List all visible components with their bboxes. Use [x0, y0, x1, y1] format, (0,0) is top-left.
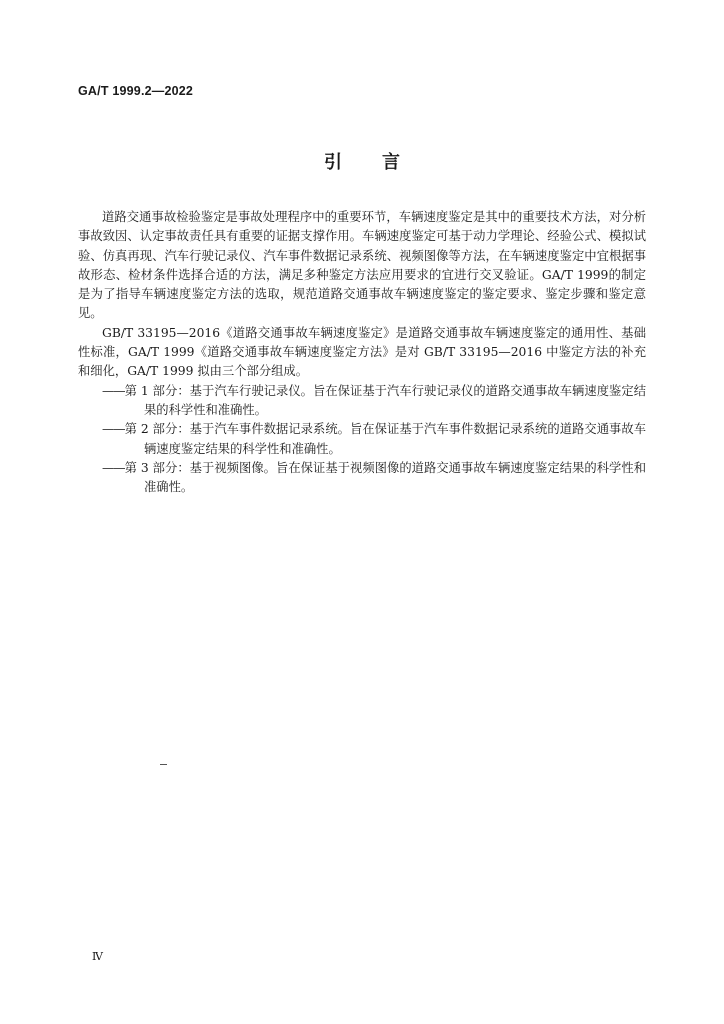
scan-artifact-mark — [160, 764, 167, 765]
list-item-text: 第 1 部分：基于汽车行驶记录仪。旨在保证基于汽车行驶记录仪的道路交通事故车辆速度鉴定结果的科学性和准确性。 — [124, 383, 646, 417]
paragraph-1: 道路交通事故检验鉴定是事故处理程序中的重要环节，车辆速度鉴定是其中的重要技术方法，对分析事故致因、认定事故责任具有重要的证据支撑作用。车辆速度鉴定可基于动力学理论、经验公式、模拟试验、仿真再现、汽车行驶记录仪、汽车事件数据记录系统、视频图像等方法，在车辆速度鉴定中宜根据事故形态、检材条件选择合适的方法，满足多种鉴定方法应用要求的宜进行交叉验证。GA/T 1999的制定是为了指导车辆速度鉴定方法的选取，规范道路交通事故车辆速度鉴定的鉴定要求、鉴定步骤和鉴定意见。 — [78, 210, 646, 321]
paragraph-2: GB/T 33195—2016《道路交通事故车辆速度鉴定》是道路交通事故车辆速度鉴定的通用性、基础性标准，GA/T 1999《道路交通事故车辆速度鉴定方法》是对 GB/T 33195—2016 中鉴定方法的补充和细化，GA/T 1999 拟由三个部分组成。 — [78, 325, 646, 379]
introduction-body — [78, 208, 646, 497]
list-dash: —— — [102, 422, 125, 437]
standard-number-header: GA/T 1999.2—2022 — [78, 84, 194, 98]
list-item-text: 第 3 部分：基于视频图像。旨在保证基于视频图像的道路交通事故车辆速度鉴定结果的科学性和准确性。 — [124, 460, 646, 495]
list-item-part-2 — [78, 420, 646, 459]
page-title: 引言 — [324, 152, 440, 173]
page-number: Ⅳ — [92, 950, 103, 963]
list-item-part-3 — [78, 459, 646, 498]
list-dash: —— — [102, 383, 125, 398]
list-dash: —— — [102, 460, 125, 475]
list-item-text: 第 2 部分：基于汽车事件数据记录系统。旨在保证基于汽车事件数据记录系统的道路交通事故车辆速度鉴定结果的科学性和准确性。 — [124, 422, 646, 456]
list-item-part-1 — [78, 382, 646, 421]
